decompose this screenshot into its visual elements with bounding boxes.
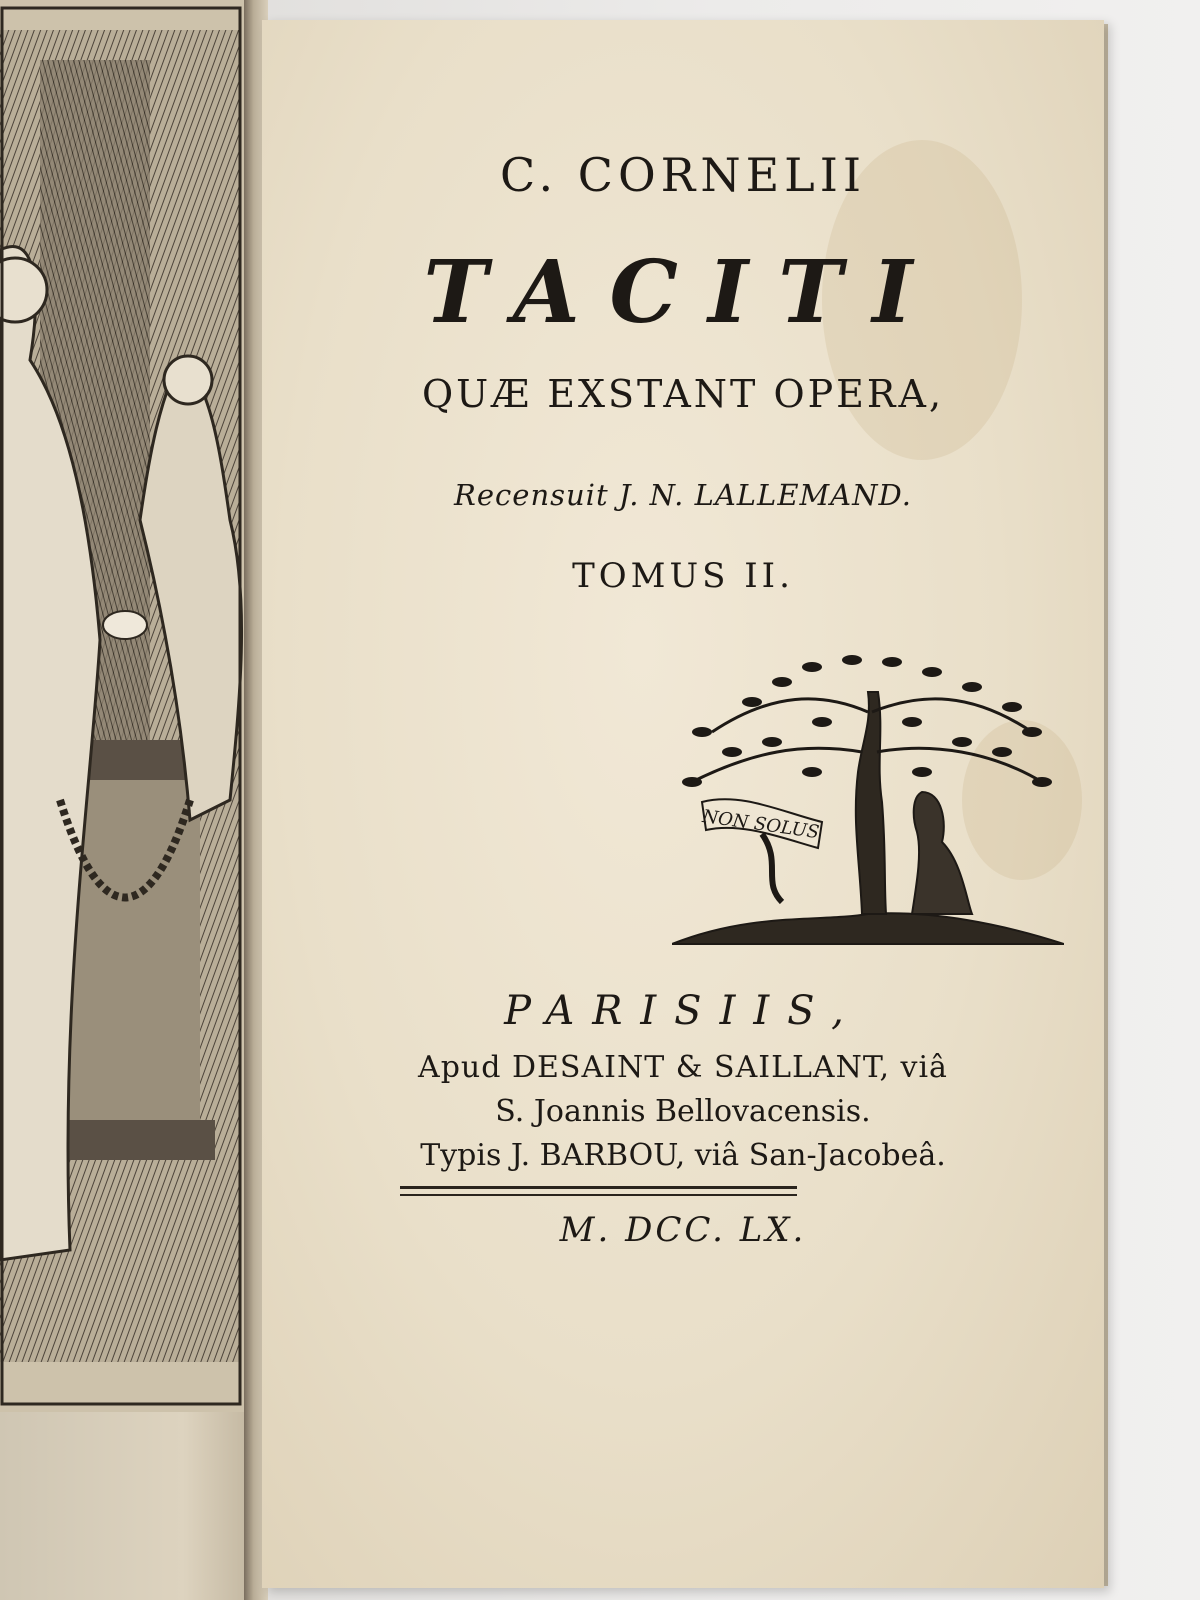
frontispiece-engraving <box>0 0 252 1412</box>
author-name: TACITI <box>423 242 943 343</box>
imprint-place: PARISIIS, <box>504 988 862 1034</box>
frontispiece-page <box>0 0 262 1600</box>
imprint-street: S. Joannis Bellovacensis. <box>495 1094 871 1129</box>
author-prefix: C. CORNELII <box>499 148 867 202</box>
double-rule-top <box>400 1186 797 1189</box>
printers-device-tree-icon <box>672 652 1064 952</box>
double-rule-bottom <box>400 1194 797 1196</box>
imprint-date: M. DCC. LX. <box>559 1210 807 1250</box>
work-title: QUÆ EXSTANT OPERA, <box>421 372 945 416</box>
imprint-publishers: Apud DESAINT & SAILLANT, viâ <box>418 1050 948 1085</box>
volume-number: TOMUS II. <box>572 556 794 596</box>
imprint-printer: Typis J. BARBOU, viâ San-Jacobeâ. <box>420 1138 946 1173</box>
device-motto: NON SOLUS <box>701 805 821 844</box>
editor-line: Recensuit J. N. LALLEMAND. <box>454 478 912 512</box>
title-page <box>262 20 1104 1588</box>
